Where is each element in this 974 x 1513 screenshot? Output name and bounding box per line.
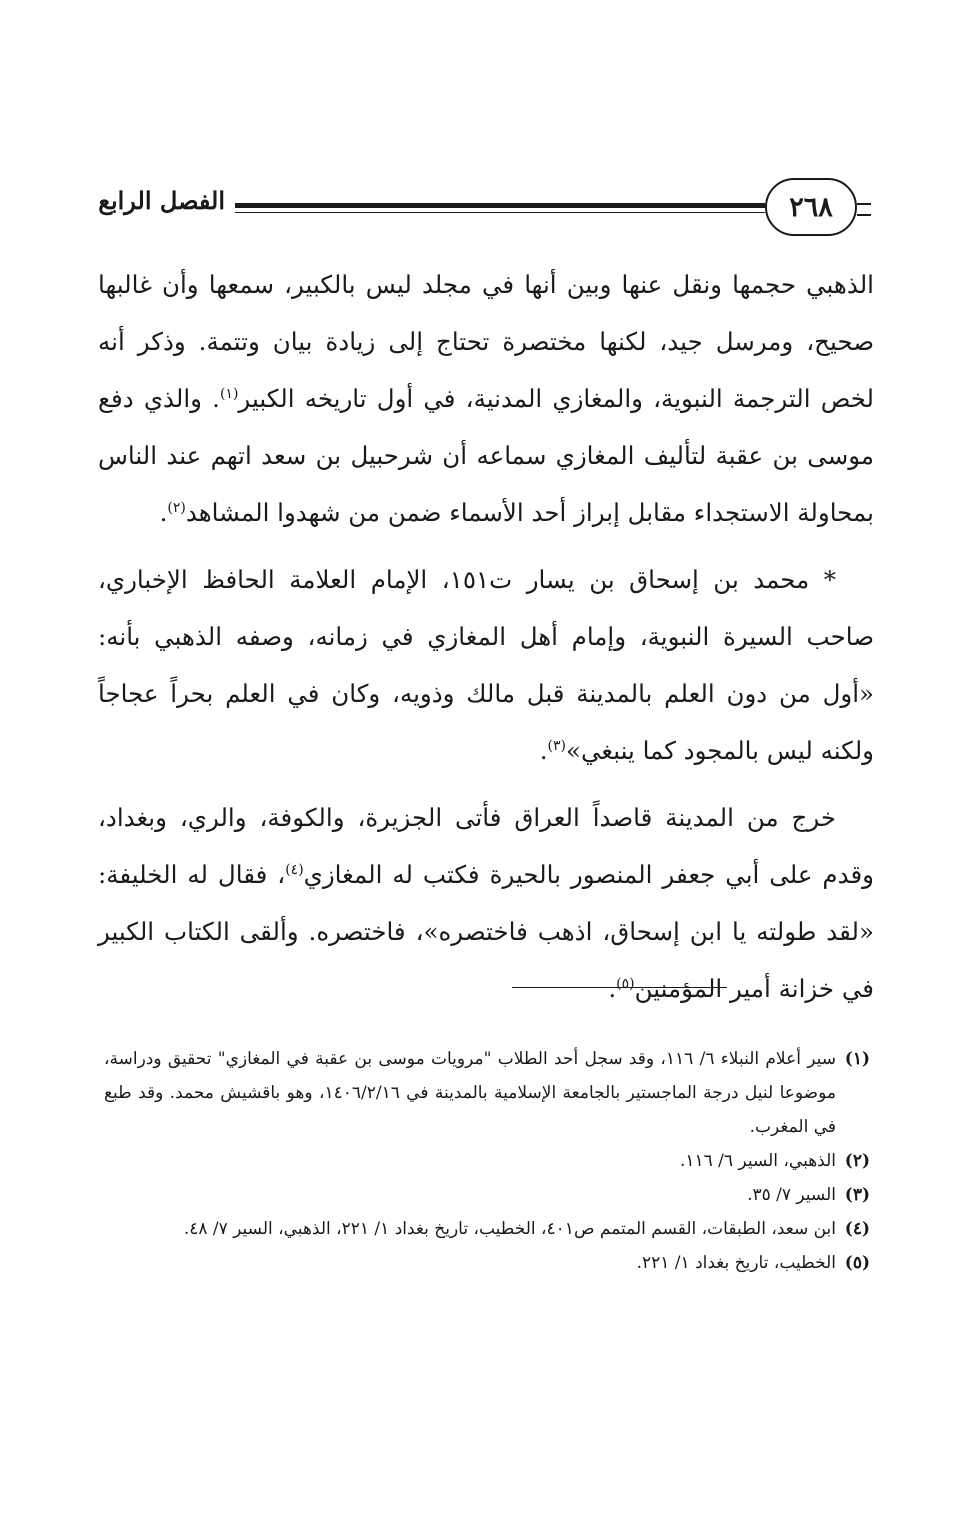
main-text bbox=[98, 256, 874, 1017]
footnote-ref-3[interactable]: (٣) bbox=[547, 737, 566, 754]
footnote-4: (٤) ابن سعد، الطبقات، القسم المتمم ص٤٠١، الخطيب، تاريخ بغداد ١/ ٢٢١، الذهبي، السير ٧/ ٤٨. bbox=[183, 1219, 870, 1239]
footnote-1: (١) سير أعلام النبلاء ٦/ ١١٦، وقد سجل أحد الطلاب "مرويات موسى بن عقبة في المغازي" تحقيق ودراسة، موضوعا لنيل درجة الماجستير بالجامعة الإسلامية بالمدينة في ١٤٠٦/٢/١٦، وهو باقشيش محمد. وقد طبع في المغرب. bbox=[104, 1049, 870, 1137]
header-rule-thick bbox=[235, 203, 765, 208]
page-number: ٢٦٨ bbox=[765, 178, 857, 236]
footnote-ref-1[interactable]: (١) bbox=[219, 385, 239, 402]
footnote-ref-5[interactable]: (٥) bbox=[616, 975, 635, 992]
footnotes bbox=[104, 1042, 870, 1280]
page-header bbox=[80, 178, 900, 244]
footnote-3: (٣) السير ٧/ ٣٥. bbox=[747, 1185, 870, 1205]
footnote-5: (٥) الخطيب، تاريخ بغداد ١/ ٢٢١. bbox=[636, 1253, 870, 1273]
footnote-ref-4[interactable]: (٤) bbox=[285, 861, 304, 878]
paragraph-2: * محمد بن إسحاق بن يسار ت١٥١، الإمام العلامة الحافظ الإخباري، صاحب السيرة النبوية، وإمام أهل المغازي في زمانه، وصفه الذهبي بأنه: «أول من دون العلم بالمدينة قبل مالك وذويه، وكان في العلم بحراً عجاجاً ولكنه ليس بالمجود كما ينبغي»$^{(٣)}$. bbox=[98, 565, 874, 765]
header-rule-thin bbox=[235, 212, 765, 213]
footnote-ref-2[interactable]: (٢) bbox=[167, 499, 186, 516]
footnote-separator bbox=[512, 987, 727, 988]
chapter-title: الفصل الرابع bbox=[98, 186, 225, 215]
paragraph-1: الذهبي حجمها ونقل عنها وبين أنها في مجلد ليس بالكبير، سمعها وأن غالبها صحيح، ومرسل جيد، لكنها مختصرة تحتاج إلى زيادة بيان وتتمة. وذكر أنه لخص الترجمة النبوية، والمغازي المدنية، في أول تاريخه الكبير$^{(١)}$. والذي دفع موسى بن عقبة لتأليف المغازي سماعه أن شرحبيل بن سعد اتهم عند الناس بمحاولة الاستجداء مقابل إبراز أحد الأسماء ضمن من شهدوا المشاهد$^{(٢)}$. bbox=[98, 270, 874, 527]
footnote-2: (٢) الذهبي، السير ٦/ ١١٦. bbox=[679, 1151, 870, 1171]
paragraph-3: خرج من المدينة قاصداً العراق فأتى الجزيرة، والكوفة، والري، وبغداد، وقدم على أبي جعفر المنصور بالحيرة فكتب له المغازي$^{(٤)}$، فقال له الخليفة: «لقد طولته يا ابن إسحاق، اذهب فاختصره»، فاختصره. وألقى الكتاب الكبير في خزانة أمير المؤمنين$^{(٥)}$. bbox=[98, 803, 874, 1003]
header-rule-cap bbox=[857, 203, 871, 216]
